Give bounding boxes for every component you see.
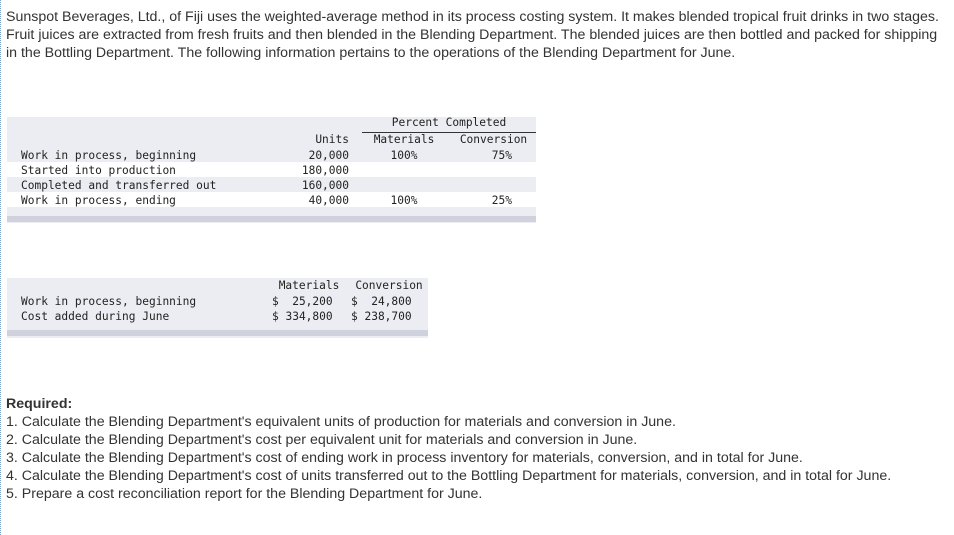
row-label: Completed and transferred out bbox=[21, 179, 217, 192]
required-item: 3. Calculate the Blending Department's cost of ending work in process inventory for materials, conversion, and in total for June. bbox=[6, 450, 803, 466]
row-conversion: $ 24,800 bbox=[351, 295, 412, 308]
percent-completed-header: Percent Completed bbox=[391, 116, 507, 129]
intro-paragraph: Sunspot Beverages, Ltd., of Fiji uses the weighted-average method in its process costing system. It makes blended tropical fruit drinks in two stages. Fruit juices are extracted from fresh fruits and then blended in the Blending Department. The blended juices are then bottled and packed for shipping in the Bottling Department. The following information pertains to the operations of the Blending Department for June. bbox=[6, 9, 939, 61]
required-section bbox=[6, 395, 946, 503]
left-border bbox=[0, 0, 2, 535]
row-label: Cost added during June bbox=[21, 310, 170, 323]
cost-table bbox=[7, 278, 428, 338]
row-label: Started into production bbox=[21, 164, 176, 177]
row-materials: $ 334,800 bbox=[272, 310, 333, 323]
materials-header: Materials bbox=[373, 133, 435, 146]
table-row bbox=[7, 294, 428, 309]
conversion-header: Conversion bbox=[355, 279, 423, 292]
table-row bbox=[7, 163, 536, 178]
row-materials: $ 25,200 bbox=[272, 295, 333, 308]
table-row bbox=[7, 178, 536, 193]
row-conversion: $ 238,700 bbox=[351, 310, 412, 323]
table-row bbox=[7, 193, 536, 208]
conversion-header: Conversion bbox=[459, 133, 528, 146]
required-title: Required: bbox=[6, 396, 73, 412]
table-row bbox=[7, 148, 536, 163]
row-label: Work in process, beginning bbox=[21, 295, 197, 308]
required-item: 1. Calculate the Blending Department's equivalent units of production for materials and conversion in June. bbox=[6, 414, 676, 430]
required-item: 5. Prepare a cost reconciliation report for the Blending Department for June. bbox=[6, 486, 483, 502]
units-table bbox=[7, 116, 536, 223]
row-units: 160,000 bbox=[301, 179, 349, 192]
required-item: 4. Calculate the Blending Department's cost of units transferred out to the Bottling Department for materials, conversion, and in total for June. bbox=[6, 468, 892, 484]
row-units: 180,000 bbox=[301, 164, 349, 177]
materials-header: Materials bbox=[278, 279, 340, 292]
table-row bbox=[7, 309, 428, 324]
row-materials: 100% bbox=[390, 194, 418, 207]
row-materials: 100% bbox=[390, 149, 418, 162]
row-label: Work in process, ending bbox=[21, 194, 176, 207]
row-conversion: 25% bbox=[491, 194, 512, 207]
row-label: Work in process, beginning bbox=[21, 149, 197, 162]
row-units: 40,000 bbox=[308, 194, 349, 207]
row-conversion: 75% bbox=[491, 149, 512, 162]
units-table-bottom-bar bbox=[7, 216, 536, 222]
required-item: 2. Calculate the Blending Department's cost per equivalent unit for materials and conversion in June. bbox=[6, 432, 638, 448]
row-units: 20,000 bbox=[308, 149, 349, 162]
units-header: Units bbox=[315, 133, 349, 146]
cost-table-bottom-bar bbox=[7, 330, 428, 336]
